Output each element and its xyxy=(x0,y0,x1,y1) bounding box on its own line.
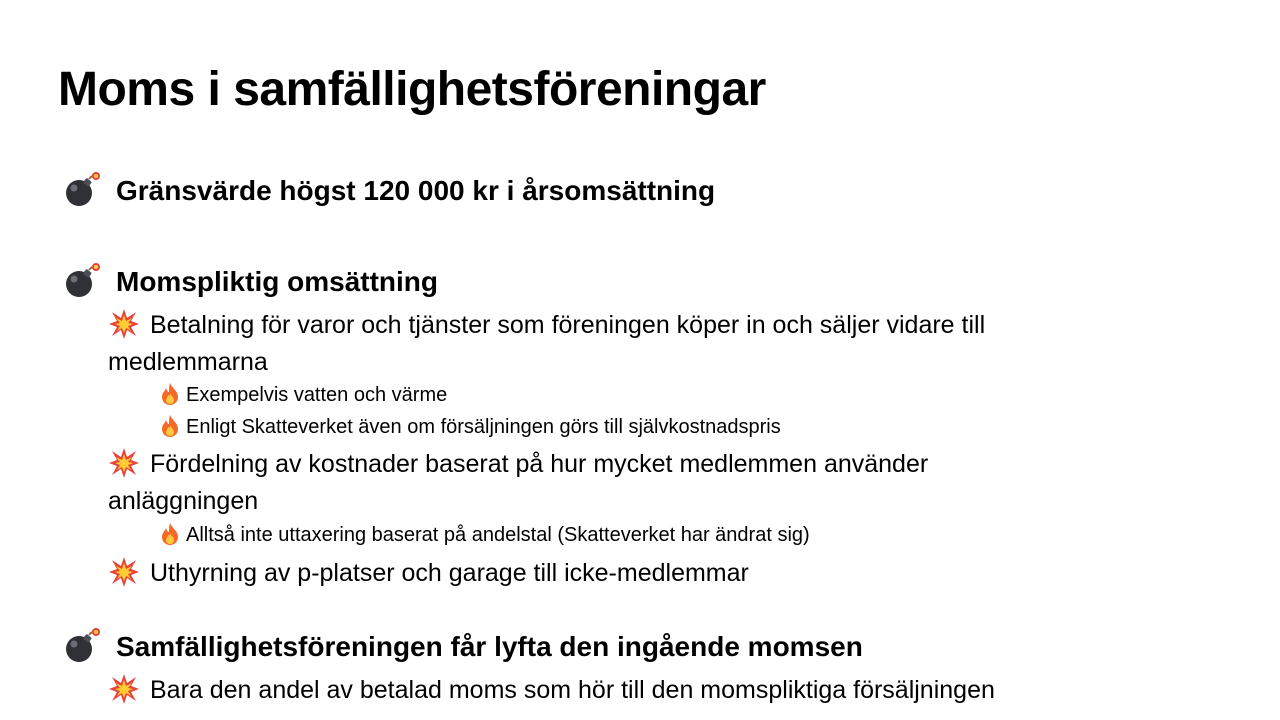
sub-bullet-2-3-text: Uthyrning av p-platser och garage till icke-medlemmar xyxy=(150,559,749,587)
bullet-3 xyxy=(62,629,863,666)
sub-sub-bullet-2-2-1 xyxy=(158,520,810,550)
sub-bullet-2-2-continuation: anläggningen xyxy=(108,487,259,515)
fire-icon xyxy=(158,522,182,546)
bullet-2 xyxy=(62,264,438,301)
sub-bullet-3-1-text: Bara den andel av betalad moms som hör till den momspliktiga försäljningen xyxy=(150,676,995,704)
bullet-1 xyxy=(62,173,715,210)
bomb-icon xyxy=(62,626,102,666)
sub-bullet-2-2 xyxy=(108,446,928,482)
bomb-icon xyxy=(62,261,102,301)
bullet-3-text: Samfällighetsföreningen får lyfta den ingående momsen xyxy=(116,631,863,662)
sub-sub-bullet-2-1-1-text: Exempelvis vatten och värme xyxy=(186,384,448,406)
sub-sub-bullet-2-1-2-text: Enligt Skatteverket även om försäljningen görs till självkostnadspris xyxy=(186,416,781,438)
sub-bullet-2-1-continuation: medlemmarna xyxy=(108,348,268,376)
collision-icon xyxy=(108,308,140,340)
sub-sub-bullet-2-1-2 xyxy=(158,412,781,442)
collision-icon xyxy=(108,673,140,705)
sub-bullet-2-2-text: Fördelning av kostnader baserat på hur mycket medlemmen använder xyxy=(150,450,929,478)
sub-sub-bullet-2-1-1 xyxy=(158,380,447,410)
fire-icon xyxy=(158,382,182,406)
collision-icon xyxy=(108,556,140,588)
sub-sub-bullet-2-2-1-text: Alltså inte uttaxering baserat på andelstal (Skatteverket har ändrat sig) xyxy=(186,524,810,546)
fire-icon xyxy=(158,414,182,438)
bomb-icon xyxy=(62,170,102,210)
sub-bullet-2-3 xyxy=(108,555,749,591)
sub-bullet-2-1 xyxy=(108,307,985,343)
collision-icon xyxy=(108,447,140,479)
slide-title: Moms i samfällighetsföreningar xyxy=(58,63,766,116)
bullet-1-text: Gränsvärde högst 120 000 kr i årsomsättning xyxy=(116,175,716,206)
sub-bullet-3-1 xyxy=(108,672,995,708)
bullet-2-text: Momspliktig omsättning xyxy=(116,266,438,297)
sub-bullet-2-1-text: Betalning för varor och tjänster som föreningen köper in och säljer vidare till xyxy=(150,311,986,339)
